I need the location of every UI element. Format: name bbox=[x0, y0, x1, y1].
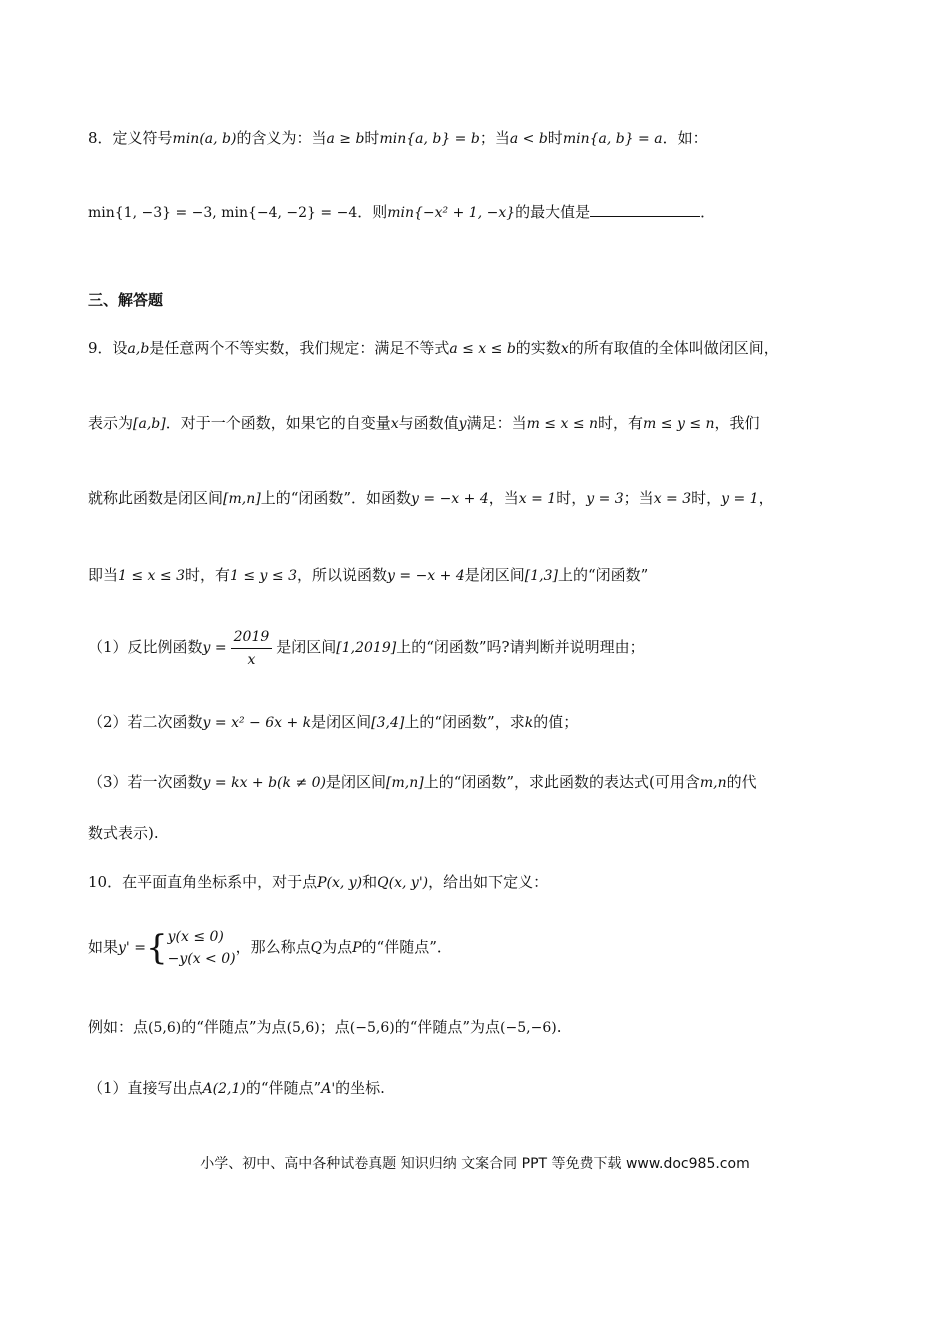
q10-line-2 bbox=[88, 922, 890, 973]
text: 时 bbox=[364, 129, 380, 147]
text: ，给出如下定义： bbox=[428, 873, 549, 891]
text: 例如：点 bbox=[88, 1018, 149, 1036]
text: 8．定义符号 bbox=[88, 129, 173, 147]
text: 时，有 bbox=[185, 566, 231, 584]
math: a ≤ x ≤ b bbox=[449, 341, 516, 357]
math: (5,6) bbox=[286, 1020, 320, 1036]
text: 的实数 bbox=[515, 339, 561, 357]
math: A(2,1) bbox=[202, 1081, 246, 1097]
text: ．对于一个函数，如果它的自变量 bbox=[165, 414, 391, 432]
math: m,n bbox=[699, 775, 727, 791]
math: x bbox=[560, 341, 569, 357]
math: y = kx + b(k ≠ 0) bbox=[202, 775, 327, 791]
text: 是闭区间 bbox=[276, 638, 337, 656]
numerator: 2019 bbox=[231, 628, 273, 649]
text: 与函数值 bbox=[398, 414, 459, 432]
math: a < b bbox=[509, 131, 548, 147]
case-1: y(x ≤ 0) bbox=[167, 929, 224, 945]
text: 即当 bbox=[88, 566, 119, 584]
q9-part-3-cont: 数式表示). bbox=[88, 824, 159, 842]
math: m ≤ x ≤ n bbox=[526, 416, 599, 432]
text: 时， bbox=[556, 489, 587, 507]
math: [1,3] bbox=[524, 568, 558, 584]
math: x = 1 bbox=[518, 491, 557, 507]
q8-line-2 bbox=[88, 202, 890, 223]
math: y = −x + 4 bbox=[411, 491, 489, 507]
text: 满足：当 bbox=[466, 414, 527, 432]
text: ，当 bbox=[488, 489, 519, 507]
q9-line-1 bbox=[88, 338, 890, 359]
text: （3）若一次函数 bbox=[88, 773, 203, 791]
q10-line-3 bbox=[88, 1017, 890, 1038]
text: ；当 bbox=[623, 489, 654, 507]
text: 的最大值是 bbox=[515, 203, 591, 221]
text: 9．设 bbox=[88, 339, 128, 357]
piecewise-cases bbox=[168, 926, 236, 970]
q10-line-1 bbox=[88, 872, 890, 893]
text: ， bbox=[758, 489, 774, 507]
text: 是闭区间 bbox=[311, 713, 372, 731]
section-title: 三、解答题 bbox=[88, 291, 164, 309]
q9-line-4 bbox=[88, 565, 890, 586]
text: 的所有取值的全体叫做闭区间， bbox=[568, 339, 779, 357]
math: min(a, b) bbox=[172, 131, 237, 147]
text: 上的“闭函数”吗?请判断并说明理由； bbox=[396, 638, 645, 656]
q8-line-1 bbox=[88, 128, 890, 149]
text: ；当 bbox=[479, 129, 510, 147]
q9-part-2 bbox=[88, 712, 890, 733]
text: 就称此函数是闭区间 bbox=[88, 489, 224, 507]
text: 时，有 bbox=[598, 414, 644, 432]
text: 是任意两个不等实数，我们规定：满足不等式 bbox=[149, 339, 450, 357]
text: 和 bbox=[362, 873, 378, 891]
denominator: x bbox=[247, 651, 256, 668]
text: ；点 bbox=[319, 1018, 350, 1036]
math: P(x, y) bbox=[317, 875, 363, 891]
text: 为点 bbox=[322, 938, 353, 956]
math: y = 3 bbox=[586, 491, 624, 507]
math: P bbox=[352, 940, 362, 956]
text: 的“伴随点”为点 bbox=[394, 1018, 501, 1036]
text: ．则 bbox=[357, 203, 388, 221]
text: ． bbox=[700, 203, 716, 221]
math: Q bbox=[310, 940, 323, 956]
text: 的“伴随点”为点 bbox=[181, 1018, 287, 1036]
math: y = x² − 6x + k bbox=[202, 715, 312, 731]
math: (5,6) bbox=[148, 1020, 182, 1036]
text: 的代 bbox=[726, 773, 757, 791]
text: 的坐标. bbox=[335, 1079, 385, 1097]
text: 是闭区间 bbox=[464, 566, 525, 584]
math: y = −x + 4 bbox=[387, 568, 465, 584]
math: [3,4] bbox=[371, 715, 405, 731]
text: 上的“闭函数” bbox=[557, 566, 649, 584]
text: 是闭区间 bbox=[326, 773, 387, 791]
text: 时 bbox=[547, 129, 563, 147]
answer-blank bbox=[590, 202, 700, 217]
case-2: −y(x < 0) bbox=[167, 951, 236, 967]
text: ，那么称点 bbox=[235, 938, 311, 956]
q9-line-2 bbox=[88, 413, 890, 434]
text: （1）反比例函数 bbox=[88, 638, 203, 656]
math: y' = bbox=[118, 940, 146, 956]
text: 的“伴随点”． bbox=[361, 938, 452, 956]
q10-part-1 bbox=[88, 1078, 890, 1099]
text: （2）若二次函数 bbox=[88, 713, 203, 731]
text: 上的“闭函数”，求 bbox=[404, 713, 525, 731]
text: . bbox=[556, 1018, 562, 1036]
math: A' bbox=[321, 1081, 336, 1097]
page-footer: 小学、初中、高中各种试卷真题 知识归纳 文案合同 PPT 等免费下载 www.doc985.com bbox=[200, 1156, 750, 1172]
math: min{a, b} = b bbox=[379, 131, 480, 147]
math: [1,2019] bbox=[336, 640, 397, 656]
fraction bbox=[231, 628, 273, 669]
math: [m,n] bbox=[386, 775, 424, 791]
text: 如果 bbox=[88, 938, 119, 956]
math: min{1, −3} = −3, min{−4, −2} = −4 bbox=[88, 205, 358, 221]
text: ，我们 bbox=[714, 414, 760, 432]
math: 1 ≤ y ≤ 3 bbox=[230, 568, 298, 584]
text: 上的“闭函数”，求此函数的表达式(可用含 bbox=[423, 773, 700, 791]
math: k bbox=[524, 715, 534, 731]
math: x bbox=[390, 416, 399, 432]
text: 的含义为：当 bbox=[236, 129, 327, 147]
math: y = bbox=[202, 640, 227, 656]
text: 表示为 bbox=[88, 414, 134, 432]
math: (−5,−6) bbox=[500, 1020, 557, 1036]
left-brace: { bbox=[145, 928, 168, 968]
math: Q(x, y') bbox=[377, 875, 429, 891]
q9-part-3 bbox=[88, 772, 890, 793]
math: a ≥ b bbox=[326, 131, 365, 147]
math: x = 3 bbox=[653, 491, 692, 507]
q9-line-3 bbox=[88, 488, 890, 509]
text: 的“伴随点” bbox=[245, 1079, 322, 1097]
q9-part-1 bbox=[88, 625, 890, 670]
math: min{a, b} = a bbox=[562, 131, 663, 147]
text: ，所以说函数 bbox=[297, 566, 388, 584]
text: 上的“闭函数”．如函数 bbox=[260, 489, 412, 507]
text: 时， bbox=[691, 489, 722, 507]
text: 的值； bbox=[533, 713, 579, 731]
math: [m,n] bbox=[223, 491, 261, 507]
math: y = 1 bbox=[721, 491, 759, 507]
math: min{−x² + 1, −x} bbox=[387, 205, 516, 221]
math: m ≤ y ≤ n bbox=[643, 416, 715, 432]
text: ．如： bbox=[662, 129, 708, 147]
math: (−5,6) bbox=[349, 1020, 395, 1036]
math: a,b bbox=[127, 341, 150, 357]
text: 10．在平面直角坐标系中，对于点 bbox=[88, 873, 318, 891]
math: [a,b] bbox=[133, 416, 166, 432]
text: （1）直接写出点 bbox=[88, 1079, 203, 1097]
math: 1 ≤ x ≤ 3 bbox=[118, 568, 185, 584]
math: y bbox=[458, 416, 467, 432]
